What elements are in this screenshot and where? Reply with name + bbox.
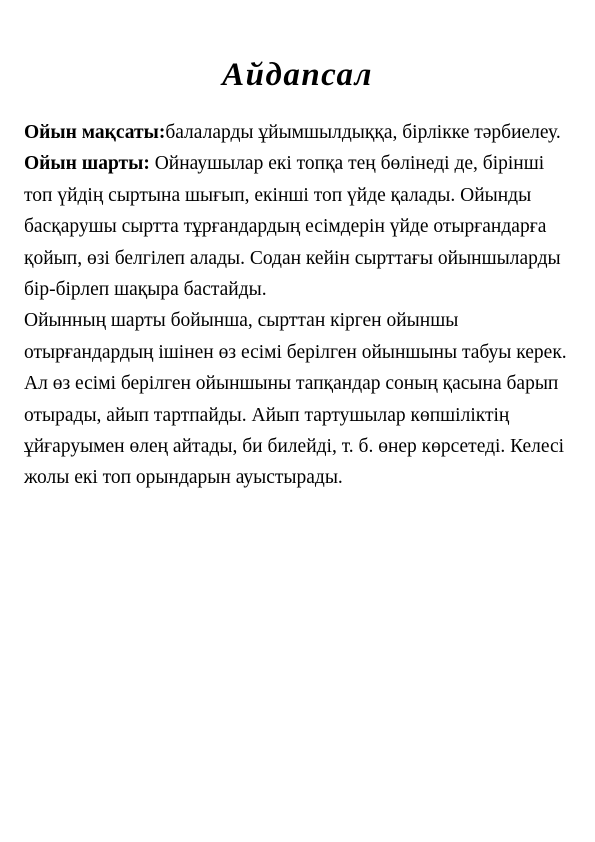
paragraph-2: Ойынның шарты бойынша, сырттан кірген ойыншы отырғандардың ішінен өз есімі берілген ойыншыны табуы керек. Ал өз есімі берілген ойыншыны тапқандар соның қасына барып отырады, айып тартпайды. Айып тартушылар көпшіліктің ұйғаруымен өлең айтады, би билейді, т. б. өнер көрсетеді. Келесі жолы екі топ орындарын ауыстырады. (24, 310, 567, 489)
goal-text: балаларды ұйымшылдыққа, бірлікке тәрбиелеу. (165, 122, 561, 143)
goal-paragraph (24, 117, 572, 148)
document-title: Айдапсал (222, 57, 373, 93)
rules-label: Ойын шарты: (24, 153, 150, 175)
document-body (24, 117, 572, 494)
rules-paragraph (24, 148, 572, 305)
goal-label: Ойын мақсаты: (24, 122, 166, 143)
rules-text: Ойнаушылар екі топқа тең бөлінеді де, бірінші топ үйдің сыртына шығып, екінші топ үйде қалады. Ойынды басқарушы сыртта тұрғандардың есімдерін үйде отырғандарға қойып, өзі белгілеп алады. Содан кейін сырттағы ойыншыларды бір-бірлеп шақыра бастайды. (24, 153, 561, 301)
